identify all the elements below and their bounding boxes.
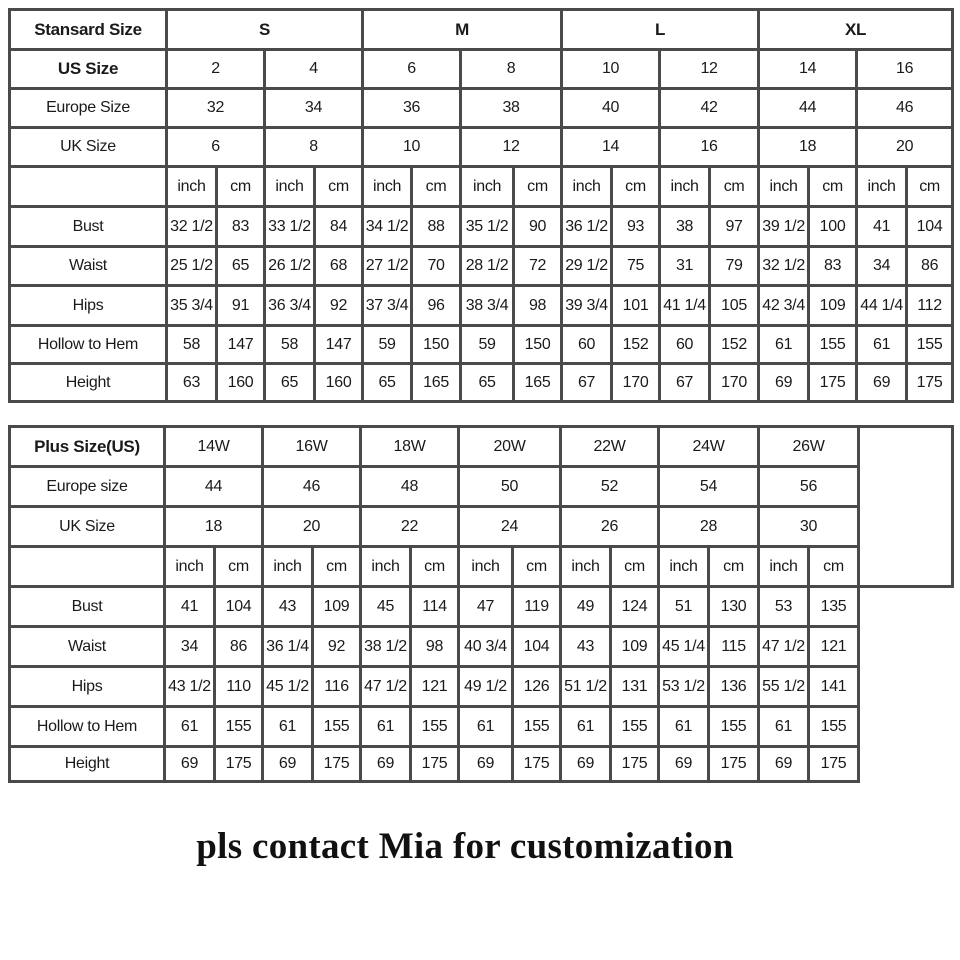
measurement-inch-value: 38 — [660, 207, 710, 247]
measurement-inch-value: 58 — [167, 326, 217, 364]
measurement-cm-value: 109 — [809, 286, 857, 326]
measurement-inch-value: 45 1/4 — [659, 627, 709, 667]
measurement-label: Bust — [10, 587, 165, 627]
plus-europe-size-value: 48 — [361, 467, 459, 507]
measurement-inch-value: 43 1/2 — [165, 667, 215, 707]
measurement-inch-value: 59 — [461, 326, 514, 364]
measurement-inch-value: 69 — [759, 747, 809, 782]
measurement-inch-value: 42 3/4 — [759, 286, 809, 326]
plus-europe-size-label: Europe size — [10, 467, 165, 507]
measurement-cm-value: 72 — [514, 247, 562, 286]
unit-cm: cm — [514, 167, 562, 207]
measurement-cm-value: 155 — [709, 707, 759, 747]
measurement-row-hips — [10, 286, 953, 326]
us-size-value: 8 — [461, 50, 562, 89]
measurement-inch-value: 60 — [660, 326, 710, 364]
unit-cm: cm — [710, 167, 759, 207]
measurement-cm-value: 115 — [709, 627, 759, 667]
measurement-inch-value: 69 — [561, 747, 611, 782]
measurement-inch-value: 47 1/2 — [759, 627, 809, 667]
uk-size-row — [10, 128, 953, 167]
measurement-cm-value: 175 — [809, 747, 859, 782]
plus-uk-size-value: 24 — [459, 507, 561, 547]
measurement-inch-value: 69 — [759, 364, 809, 402]
measurement-inch-value: 69 — [165, 747, 215, 782]
measurement-label: Hollow to Hem — [10, 326, 167, 364]
us-size-value: 12 — [660, 50, 759, 89]
unit-cm: cm — [313, 547, 361, 587]
unit-inch: inch — [461, 167, 514, 207]
measurement-inch-value: 41 1/4 — [660, 286, 710, 326]
measurement-inch-value: 69 — [459, 747, 513, 782]
measurement-inch-value: 40 3/4 — [459, 627, 513, 667]
measurement-row-hollow-to-hem — [10, 707, 953, 747]
plus-uk-size-label: UK Size — [10, 507, 165, 547]
unit-inch: inch — [363, 167, 412, 207]
measurement-cm-value: 141 — [809, 667, 859, 707]
plus-measurements — [10, 587, 953, 782]
measurement-cm-value: 98 — [514, 286, 562, 326]
measurement-inch-value: 43 — [561, 627, 611, 667]
unit-cm: cm — [907, 167, 953, 207]
plus-size-header: Plus Size(US) — [10, 427, 165, 467]
measurement-cm-value: 175 — [513, 747, 561, 782]
measurement-inch-value: 32 1/2 — [759, 247, 809, 286]
unit-row-blank — [10, 547, 165, 587]
measurement-inch-value: 61 — [759, 326, 809, 364]
size-group-m: M — [363, 10, 562, 50]
unit-cm: cm — [217, 167, 265, 207]
measurement-cm-value: 155 — [907, 326, 953, 364]
measurement-inch-value: 34 1/2 — [363, 207, 412, 247]
measurement-inch-value: 49 1/2 — [459, 667, 513, 707]
plus-uk-size-value: 28 — [659, 507, 759, 547]
measurement-inch-value: 45 1/2 — [263, 667, 313, 707]
unit-cm: cm — [411, 547, 459, 587]
measurement-cm-value: 105 — [710, 286, 759, 326]
measurement-inch-value: 35 1/2 — [461, 207, 514, 247]
uk-size-value: 6 — [167, 128, 265, 167]
unit-inch: inch — [459, 547, 513, 587]
plus-europe-size-value: 44 — [165, 467, 263, 507]
measurement-cm-value: 175 — [709, 747, 759, 782]
measurement-cm-value: 175 — [313, 747, 361, 782]
size-group-xl: XL — [759, 10, 953, 50]
measurement-cm-value: 147 — [315, 326, 363, 364]
measurement-cm-value: 75 — [612, 247, 660, 286]
measurement-inch-value: 47 1/2 — [361, 667, 411, 707]
plus-size-value: 24W — [659, 427, 759, 467]
measurement-cm-value: 155 — [809, 326, 857, 364]
measurement-inch-value: 61 — [659, 707, 709, 747]
unit-row — [10, 167, 953, 207]
measurement-cm-value: 175 — [907, 364, 953, 402]
unit-inch: inch — [165, 547, 215, 587]
measurement-cm-value: 114 — [411, 587, 459, 627]
measurement-inch-value: 26 1/2 — [265, 247, 315, 286]
measurement-inch-value: 41 — [165, 587, 215, 627]
unit-inch: inch — [561, 547, 611, 587]
measurement-cm-value: 155 — [611, 707, 659, 747]
us-size-value: 16 — [857, 50, 953, 89]
measurement-cm-value: 170 — [710, 364, 759, 402]
measurement-cm-value: 79 — [710, 247, 759, 286]
measurement-label: Hips — [10, 286, 167, 326]
uk-size-value: 18 — [759, 128, 857, 167]
measurement-inch-value: 47 — [459, 587, 513, 627]
measurement-cm-value: 90 — [514, 207, 562, 247]
plus-size-value: 18W — [361, 427, 459, 467]
plus-size-value: 26W — [759, 427, 859, 467]
plus-uk-size-value: 18 — [165, 507, 263, 547]
unit-cm: cm — [412, 167, 461, 207]
us-size-value: 10 — [562, 50, 660, 89]
measurement-row-waist — [10, 627, 953, 667]
measurement-cm-value: 116 — [313, 667, 361, 707]
europe-size-value: 36 — [363, 89, 461, 128]
measurement-label: Bust — [10, 207, 167, 247]
measurement-cm-value: 165 — [514, 364, 562, 402]
measurement-inch-value: 41 — [857, 207, 907, 247]
us-size-value: 4 — [265, 50, 363, 89]
measurement-inch-value: 49 — [561, 587, 611, 627]
measurement-cm-value: 70 — [412, 247, 461, 286]
measurement-inch-value: 36 1/2 — [562, 207, 612, 247]
uk-size-value: 16 — [660, 128, 759, 167]
unit-inch: inch — [759, 547, 809, 587]
measurement-cm-value: 155 — [411, 707, 459, 747]
measurement-cm-value: 175 — [611, 747, 659, 782]
measurement-inch-value: 65 — [461, 364, 514, 402]
measurement-cm-value: 110 — [215, 667, 263, 707]
unit-cm: cm — [809, 167, 857, 207]
unit-row-blank — [10, 167, 167, 207]
measurement-inch-value: 67 — [562, 364, 612, 402]
measurement-inch-value: 61 — [459, 707, 513, 747]
measurement-cm-value: 100 — [809, 207, 857, 247]
measurement-row-height — [10, 747, 953, 782]
measurement-row-bust — [10, 587, 953, 627]
plus-europe-size-value: 54 — [659, 467, 759, 507]
unit-cm: cm — [611, 547, 659, 587]
measurement-inch-value: 59 — [363, 326, 412, 364]
measurement-cm-value: 160 — [217, 364, 265, 402]
standard-size-table — [8, 8, 954, 403]
measurement-inch-value: 67 — [660, 364, 710, 402]
measurement-cm-value: 175 — [809, 364, 857, 402]
measurement-cm-value: 93 — [612, 207, 660, 247]
unit-inch: inch — [167, 167, 217, 207]
measurement-cm-value: 84 — [315, 207, 363, 247]
plus-uk-size-value: 30 — [759, 507, 859, 547]
plus-europe-size-value: 52 — [561, 467, 659, 507]
us-size-value: 14 — [759, 50, 857, 89]
measurement-inch-value: 61 — [759, 707, 809, 747]
measurement-cm-value: 101 — [612, 286, 660, 326]
measurement-row-hips — [10, 667, 953, 707]
plus-size-table — [8, 425, 954, 783]
measurement-row-waist — [10, 247, 953, 286]
measurement-label: Height — [10, 747, 165, 782]
europe-size-value: 34 — [265, 89, 363, 128]
measurement-inch-value: 55 1/2 — [759, 667, 809, 707]
customization-note: pls contact Mia for customization — [196, 826, 734, 867]
measurement-cm-value: 136 — [709, 667, 759, 707]
measurement-inch-value: 51 — [659, 587, 709, 627]
measurement-inch-value: 60 — [562, 326, 612, 364]
plus-europe-size-value: 46 — [263, 467, 361, 507]
unit-inch: inch — [263, 547, 313, 587]
plus-size-value: 16W — [263, 427, 361, 467]
measurement-inch-value: 61 — [857, 326, 907, 364]
measurement-inch-value: 51 1/2 — [561, 667, 611, 707]
measurement-inch-value: 28 1/2 — [461, 247, 514, 286]
measurement-inch-value: 35 3/4 — [167, 286, 217, 326]
size-group-s: S — [167, 10, 363, 50]
measurement-cm-value: 104 — [215, 587, 263, 627]
measurement-cm-value: 119 — [513, 587, 561, 627]
europe-size-value: 42 — [660, 89, 759, 128]
measurement-inch-value: 65 — [265, 364, 315, 402]
unit-inch: inch — [660, 167, 710, 207]
measurement-inch-value: 36 1/4 — [263, 627, 313, 667]
measurement-inch-value: 29 1/2 — [562, 247, 612, 286]
europe-size-value: 46 — [857, 89, 953, 128]
europe-size-value: 32 — [167, 89, 265, 128]
measurement-row-bust — [10, 207, 953, 247]
europe-size-value: 44 — [759, 89, 857, 128]
unit-inch: inch — [857, 167, 907, 207]
measurement-cm-value: 91 — [217, 286, 265, 326]
measurement-inch-value: 61 — [263, 707, 313, 747]
us-size-label: US Size — [10, 50, 167, 89]
measurement-inch-value: 38 3/4 — [461, 286, 514, 326]
europe-size-value: 40 — [562, 89, 660, 128]
uk-size-value: 20 — [857, 128, 953, 167]
measurement-cm-value: 147 — [217, 326, 265, 364]
measurement-cm-value: 124 — [611, 587, 659, 627]
plus-uk-size-value: 22 — [361, 507, 459, 547]
measurement-inch-value: 34 — [857, 247, 907, 286]
measurement-inch-value: 27 1/2 — [363, 247, 412, 286]
europe-size-label: Europe Size — [10, 89, 167, 128]
measurement-cm-value: 83 — [809, 247, 857, 286]
uk-size-value: 10 — [363, 128, 461, 167]
measurement-row-hollow-to-hem — [10, 326, 953, 364]
measurement-cm-value: 92 — [315, 286, 363, 326]
us-size-value: 2 — [167, 50, 265, 89]
unit-inch: inch — [759, 167, 809, 207]
measurement-inch-value: 69 — [857, 364, 907, 402]
plus-size-row — [10, 427, 953, 467]
measurement-inch-value: 39 3/4 — [562, 286, 612, 326]
measurement-inch-value: 44 1/4 — [857, 286, 907, 326]
measurement-cm-value: 126 — [513, 667, 561, 707]
measurement-cm-value: 175 — [215, 747, 263, 782]
measurement-inch-value: 58 — [265, 326, 315, 364]
measurement-inch-value: 65 — [363, 364, 412, 402]
measurement-row-height — [10, 364, 953, 402]
measurement-cm-value: 155 — [809, 707, 859, 747]
measurement-inch-value: 45 — [361, 587, 411, 627]
measurement-cm-value: 160 — [315, 364, 363, 402]
europe-size-value: 38 — [461, 89, 562, 128]
plus-europe-size-value: 56 — [759, 467, 859, 507]
us-size-row — [10, 50, 953, 89]
measurement-inch-value: 37 3/4 — [363, 286, 412, 326]
measurement-label: Hips — [10, 667, 165, 707]
standard-measurements — [10, 207, 953, 402]
uk-size-value: 14 — [562, 128, 660, 167]
measurement-inch-value: 38 1/2 — [361, 627, 411, 667]
plus-size-value: 22W — [561, 427, 659, 467]
measurement-label: Hollow to Hem — [10, 707, 165, 747]
measurement-cm-value: 109 — [313, 587, 361, 627]
plus-unit-row — [10, 547, 953, 587]
measurement-cm-value: 121 — [411, 667, 459, 707]
measurement-inch-value: 31 — [660, 247, 710, 286]
unit-inch: inch — [562, 167, 612, 207]
measurement-cm-value: 68 — [315, 247, 363, 286]
measurement-inch-value: 39 1/2 — [759, 207, 809, 247]
measurement-cm-value: 112 — [907, 286, 953, 326]
europe-size-row — [10, 89, 953, 128]
measurement-cm-value: 155 — [215, 707, 263, 747]
measurement-cm-value: 65 — [217, 247, 265, 286]
measurement-inch-value: 53 1/2 — [659, 667, 709, 707]
measurement-cm-value: 175 — [411, 747, 459, 782]
unit-cm: cm — [215, 547, 263, 587]
unit-cm: cm — [315, 167, 363, 207]
measurement-label: Height — [10, 364, 167, 402]
size-group-l: L — [562, 10, 759, 50]
measurement-cm-value: 130 — [709, 587, 759, 627]
plus-size-value: 14W — [165, 427, 263, 467]
measurement-inch-value: 25 1/2 — [167, 247, 217, 286]
measurement-label: Waist — [10, 247, 167, 286]
measurement-inch-value: 61 — [361, 707, 411, 747]
uk-size-value: 12 — [461, 128, 562, 167]
standard-size-header: Stansard Size — [10, 10, 167, 50]
measurement-cm-value: 150 — [412, 326, 461, 364]
measurement-cm-value: 131 — [611, 667, 659, 707]
measurement-cm-value: 155 — [313, 707, 361, 747]
measurement-cm-value: 104 — [513, 627, 561, 667]
measurement-cm-value: 92 — [313, 627, 361, 667]
plus-uk-size-row — [10, 507, 953, 547]
measurement-cm-value: 155 — [513, 707, 561, 747]
measurement-inch-value: 63 — [167, 364, 217, 402]
measurement-cm-value: 86 — [215, 627, 263, 667]
measurement-cm-value: 152 — [710, 326, 759, 364]
measurement-cm-value: 88 — [412, 207, 461, 247]
measurement-cm-value: 96 — [412, 286, 461, 326]
plus-europe-size-row — [10, 467, 953, 507]
measurement-inch-value: 61 — [165, 707, 215, 747]
measurement-cm-value: 104 — [907, 207, 953, 247]
plus-size-value: 20W — [459, 427, 561, 467]
plus-europe-size-value: 50 — [459, 467, 561, 507]
measurement-label: Waist — [10, 627, 165, 667]
empty-side-cell — [859, 427, 953, 587]
unit-cm: cm — [513, 547, 561, 587]
unit-cm: cm — [709, 547, 759, 587]
measurement-cm-value: 83 — [217, 207, 265, 247]
measurement-cm-value: 97 — [710, 207, 759, 247]
uk-size-value: 8 — [265, 128, 363, 167]
measurement-inch-value: 32 1/2 — [167, 207, 217, 247]
measurement-inch-value: 43 — [263, 587, 313, 627]
measurement-cm-value: 135 — [809, 587, 859, 627]
measurement-inch-value: 61 — [561, 707, 611, 747]
measurement-cm-value: 165 — [412, 364, 461, 402]
unit-cm: cm — [612, 167, 660, 207]
unit-inch: inch — [265, 167, 315, 207]
measurement-inch-value: 69 — [361, 747, 411, 782]
measurement-inch-value: 33 1/2 — [265, 207, 315, 247]
plus-uk-size-value: 26 — [561, 507, 659, 547]
measurement-cm-value: 121 — [809, 627, 859, 667]
us-size-value: 6 — [363, 50, 461, 89]
unit-cm: cm — [809, 547, 859, 587]
unit-inch: inch — [361, 547, 411, 587]
uk-size-label: UK Size — [10, 128, 167, 167]
size-group-row — [10, 10, 953, 50]
plus-uk-size-value: 20 — [263, 507, 361, 547]
measurement-cm-value: 170 — [612, 364, 660, 402]
measurement-inch-value: 53 — [759, 587, 809, 627]
measurement-cm-value: 109 — [611, 627, 659, 667]
measurement-cm-value: 98 — [411, 627, 459, 667]
measurement-inch-value: 69 — [659, 747, 709, 782]
measurement-inch-value: 34 — [165, 627, 215, 667]
measurement-inch-value: 69 — [263, 747, 313, 782]
measurement-cm-value: 150 — [514, 326, 562, 364]
measurement-cm-value: 86 — [907, 247, 953, 286]
unit-inch: inch — [659, 547, 709, 587]
measurement-cm-value: 152 — [612, 326, 660, 364]
measurement-inch-value: 36 3/4 — [265, 286, 315, 326]
